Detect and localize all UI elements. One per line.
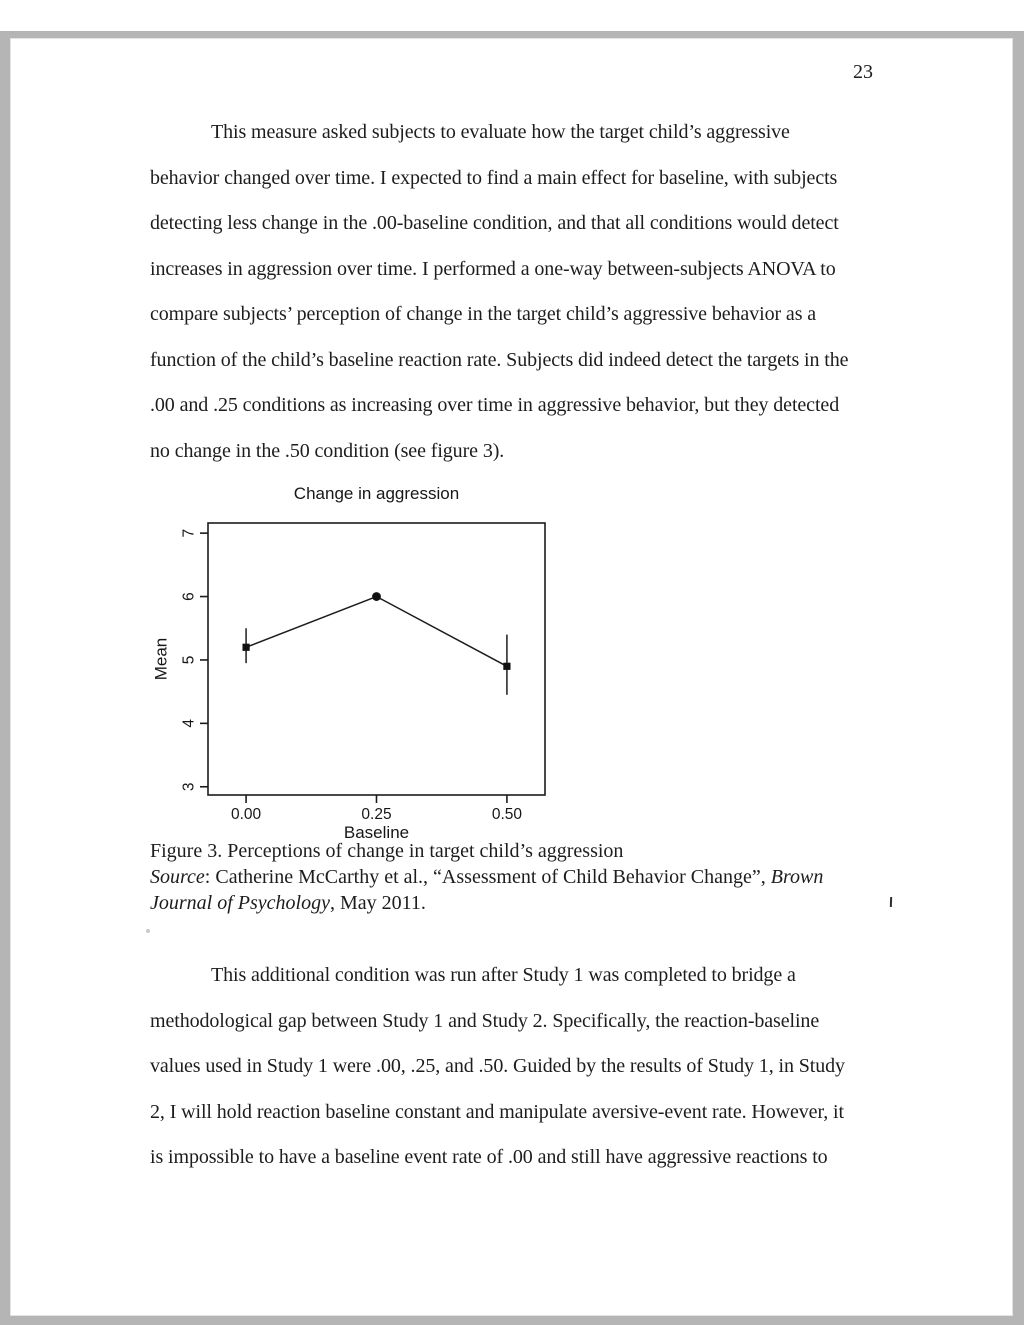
x-tick-label: 0.25 [361,806,392,823]
caption-line-3 [150,890,890,916]
page-number: 23 [853,61,873,83]
data-point-marker [372,592,381,601]
chart-title: Change in aggression [293,484,460,503]
body-text-line: .00 and .25 conditions as increasing over time in aggressive behavior, but they detected [150,394,840,416]
caption-date-text: , May 2011. [329,892,426,914]
body-text-line: values used in Study 1 were .00, .25, and .50. Guided by the results of Study 1, in Study [150,1055,845,1077]
data-line [246,597,507,667]
figure-caption [150,838,890,916]
body-text-line: behavior changed over time. I expected to find a main effect for baseline, with subjects [150,166,838,189]
caption-line-2 [150,864,890,890]
paragraph-2 [150,953,885,1181]
paragraph-1 [150,110,885,474]
data-point-marker [503,663,510,670]
caption-journal-name-end: Journal of Psychology [150,892,330,914]
y-tick-label: 4 [180,719,198,728]
x-tick-label: 0.00 [230,806,262,823]
figure-chart-svg [145,482,565,848]
body-text-line: increases in aggression over time. I performed a one-way between-subjects ANOVA to [150,257,836,280]
caption-journal-name-start: Brown [770,866,824,888]
body-text-line: detecting less change in the .00-baseline condition, and that all conditions would detect [150,212,839,234]
body-text-line: This measure asked subjects to evaluate how the target child’s aggressive [211,121,790,143]
scan-artifact-mark [890,897,892,907]
x-tick-label: 0.50 [491,806,523,823]
caption-source-text: : Catherine McCarthy et al., “Assessment of Child Behavior Change”, [204,866,771,888]
y-tick-label: 3 [180,782,198,792]
y-tick-label: 7 [180,528,198,538]
body-text-line: no change in the .50 condition (see figure 3). [150,439,505,462]
body-text-line: function of the child’s baseline reaction rate. Subjects did indeed detect the targets in the [150,348,849,371]
body-text-line: This additional condition was run after Study 1 was completed to bridge a [211,964,796,986]
body-text-line: compare subjects’ perception of change in the target child’s aggressive behavior as a [150,303,817,325]
y-tick-label: 5 [180,655,198,665]
data-point-marker [242,644,249,651]
caption-source-label: Source [150,866,205,888]
body-text-line: 2, I will hold reaction baseline constant and manipulate aversive-event rate. However, it [150,1100,844,1123]
y-tick-label: 6 [180,592,198,601]
caption-line-1: Figure 3. Perceptions of change in target child’s aggression [150,840,624,862]
y-axis-label: Mean [151,637,171,681]
scan-artifact-dot [146,929,150,933]
x-axis-label: Baseline [343,823,410,842]
body-text-line: methodological gap between Study 1 and Study 2. Specifically, the reaction-baseline [150,1009,820,1032]
body-text-line: is impossible to have a baseline event rate of .00 and still have aggressive reactions to [150,1146,828,1168]
